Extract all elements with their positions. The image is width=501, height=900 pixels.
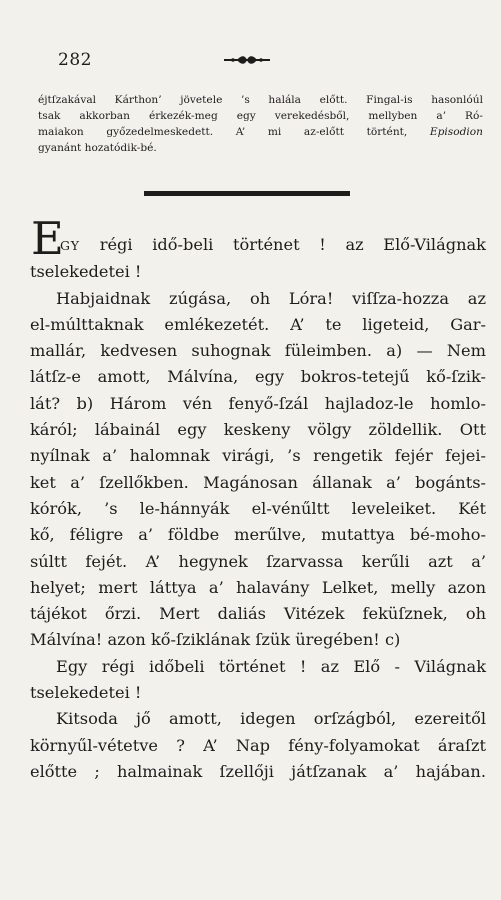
- page-number: 282: [58, 50, 92, 70]
- horizontal-rule: [144, 191, 350, 196]
- text-line: Málvína! azon kő-ſziklának ſzük üregében! c): [30, 630, 401, 650]
- text-line: tselekedetei !: [30, 683, 142, 703]
- prelude-line: tsak akkorban érkezék-meg egy verekedésből, mellyben a’ Ró-: [38, 110, 483, 122]
- text-line: tájékot őrzi. Mert daliás Vitézek feküſznek, oh: [30, 604, 486, 624]
- text-line: előtte ; halmainak ſzellőji játſzanak a’ hajában.: [30, 761, 486, 781]
- text-line: Habjaidnak zúgása, oh Lóra! viſſza-hozza az: [56, 288, 486, 308]
- text-line: káról; lábainál egy keskeny völgy zöldellik. Ott: [30, 420, 486, 440]
- text-line: tselekedetei !: [30, 262, 142, 282]
- text-line: látſz-e amott, Málvína, egy bokros-tetejű kő-ſzik-: [30, 367, 486, 387]
- text-line: Egy régi időbeli történet ! az Elő - Világnak: [56, 656, 486, 676]
- text-line: ket a’ ſzellőkben. Magánosan állanak a’ bogánts-: [30, 472, 486, 492]
- text-line: környűl-vétetve ? A’ Nap fény-folyamokat áraſzt: [30, 735, 486, 755]
- text-line: nyílnak a’ halomnak virági, ’s rengetik fejér fejei-: [30, 446, 486, 466]
- first-word-small-caps: GY: [60, 238, 81, 253]
- footnote-paragraph: [38, 92, 483, 156]
- main-text: [30, 212, 486, 785]
- text-line: mallár, kedvesen suhognak füleimben. a) — Nem: [30, 341, 486, 361]
- prelude-line: [38, 124, 483, 140]
- opening-line: [30, 212, 486, 265]
- text-line: kórók, ’s le-hánnyák el-vénűltt leveleiket. Két: [30, 498, 486, 518]
- text-line: kő, féligre a’ földbe merűlve, mutattya bé-moho-: [30, 525, 486, 545]
- decorative-ornament-icon: [224, 55, 270, 65]
- italic-episodion: Episodion: [429, 126, 483, 138]
- text-line: súltt fejét. A’ hegynek ſzarvassa kerűli azt a’: [30, 551, 486, 571]
- drop-cap: E: [31, 212, 64, 265]
- prelude-text: maiakon győzedelmeskedett. A’ mi az-előtt történt,: [38, 126, 430, 138]
- text-line: helyet; mert láttya a’ halavány Lelket, melly azon: [30, 577, 486, 597]
- opening-line-text: régi idő-beli történet ! az Elő-Világnak: [80, 235, 486, 254]
- text-line: el-múlttaknak emlékezetét. A’ te ligeteid, Gar-: [30, 314, 486, 334]
- prelude-line: éjtſzakával Kárthon’ jövetele ’s halála előtt. Fingal-is hasonlóúl: [38, 94, 483, 106]
- prelude-line: gyanánt hozatódik-bé.: [38, 142, 157, 154]
- text-line: lát? b) Három vén fenyő-ſzál hajladoz-le homlo-: [30, 393, 486, 413]
- text-line: Kitsoda jő amott, idegen orſzágból, ezereitől: [56, 709, 486, 729]
